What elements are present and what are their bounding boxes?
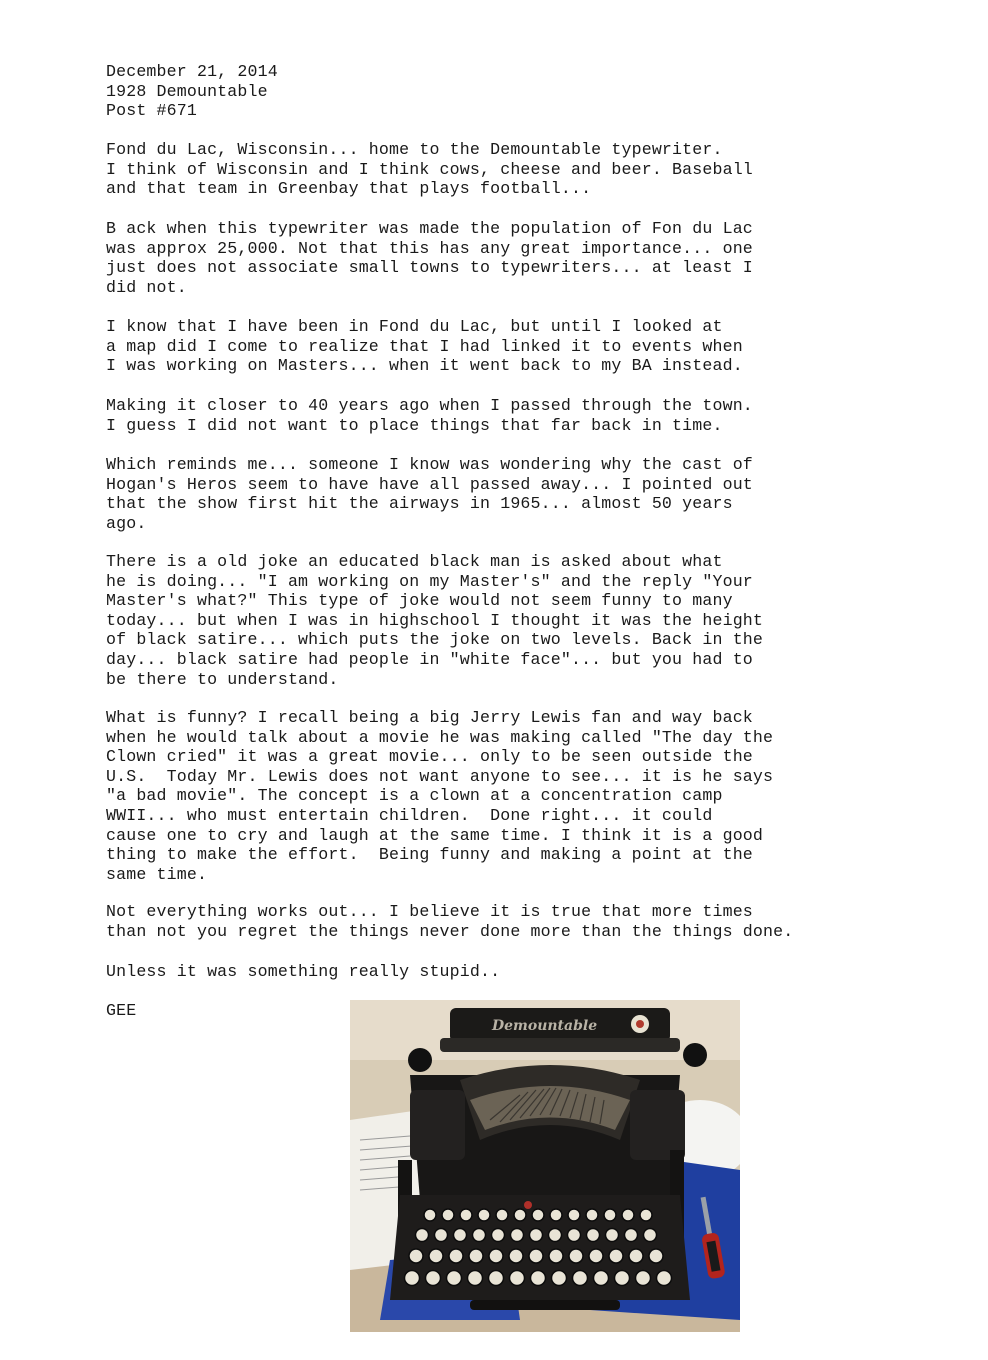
typewriter-photo bbox=[350, 1000, 740, 1332]
brand-logo-text: Demountable bbox=[492, 1018, 598, 1034]
paragraph-2: B ack when this typewriter was made the population of Fon du Lac was approx 25,000. Not that this has any great importance... one just does not associate small towns to typewriters... at least I did not. bbox=[106, 219, 753, 297]
letter-header: December 21, 2014 1928 Demountable Post #671 bbox=[106, 62, 278, 121]
paragraph-8: Not everything works out... I believe it is true that more times than not you regret the things never done more than the things done. bbox=[106, 902, 794, 941]
paragraph-5: Which reminds me... someone I know was wondering why the cast of Hogan's Heros seem to have have all passed away... I pointed out that the show first hit the airways in 1965... almost 50 years ago. bbox=[106, 455, 753, 533]
signature: GEE bbox=[106, 1001, 137, 1020]
paragraph-6: There is a old joke an educated black man is asked about what he is doing... "I am working on my Master's" and the reply "Your Master's what?" This type of joke would not seem funny to many today... but when I was in highschool I thought it was the height of black satire... which puts the joke on two levels. Back in the day... black satire had people in "white face"... but you had to be there to understand. bbox=[106, 552, 764, 689]
paragraph-4: Making it closer to 40 years ago when I passed through the town. I guess I did not want to place things that far back in time. bbox=[106, 396, 753, 435]
paragraph-9: Unless it was something really stupid.. bbox=[106, 962, 501, 981]
paragraph-3: I know that I have been in Fond du Lac, but until I looked at a map did I come to realize that I had linked it to events when I was working on Masters... when it went back to my BA instead. bbox=[106, 317, 743, 376]
paragraph-7: What is funny? I recall being a big Jerry Lewis fan and way back when he would talk about a movie he was making called "The day the Clown cried" it was a great movie... only to be seen outside the U.S. Today Mr. Lewis does not want anyone to see... it is he says "a bad movie". The concept is a clown at a concentration camp WWII... who must entertain children. Done right... it could cause one to cry and laugh at the same time. I think it is a good thing to make the effort. Being funny and making a point at the same time. bbox=[106, 708, 774, 884]
paragraph-1: Fond du Lac, Wisconsin... home to the Demountable typewriter. I think of Wisconsin and I think cows, cheese and beer. Baseball and that team in Greenbay that plays football... bbox=[106, 140, 753, 199]
typewriter-illustration bbox=[350, 1000, 740, 1332]
